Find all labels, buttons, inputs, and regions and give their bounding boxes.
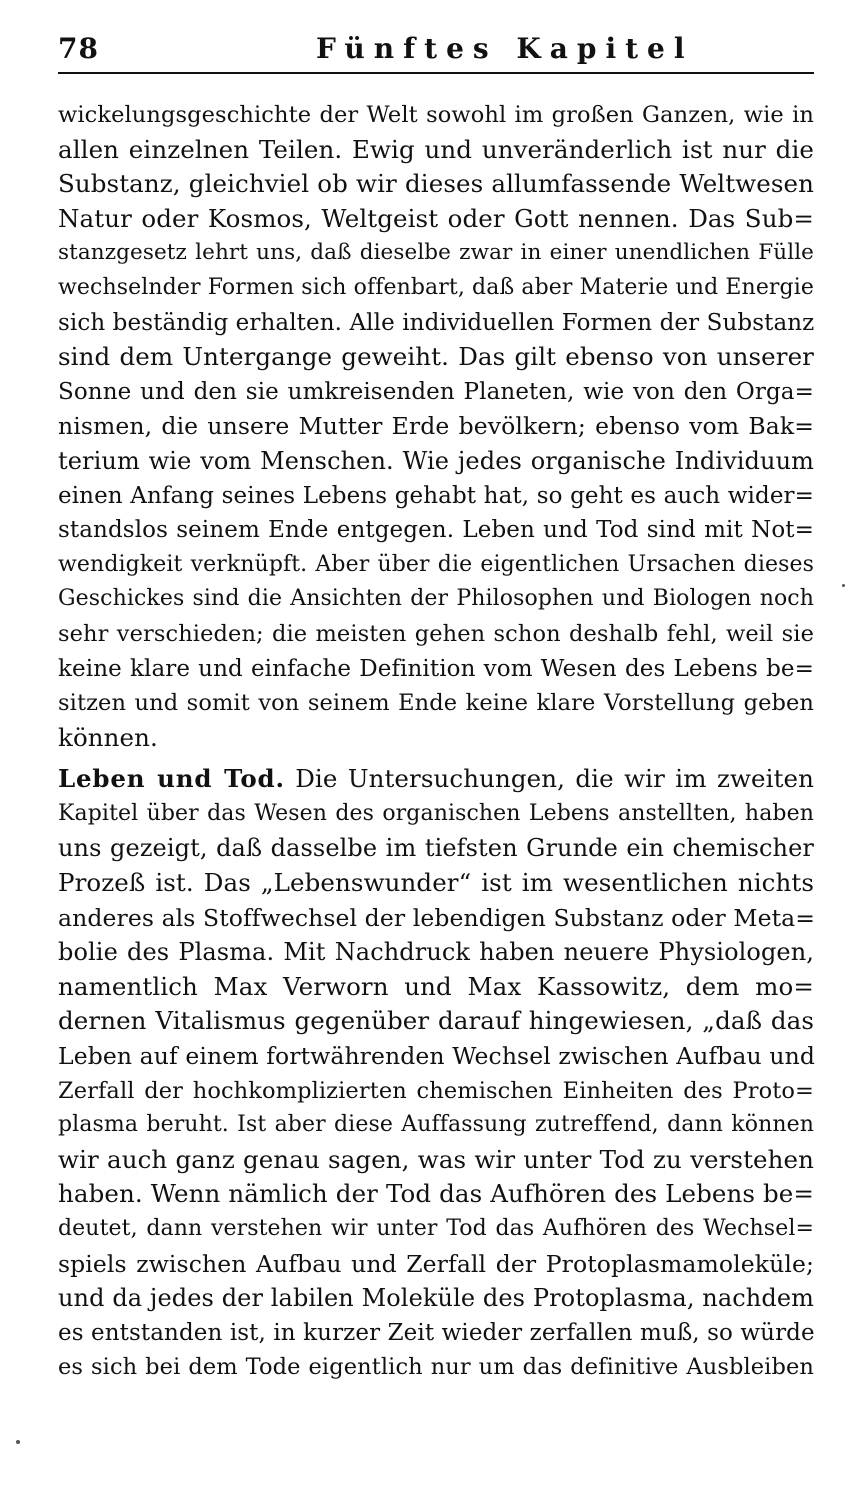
paragraph-2 bbox=[58, 762, 814, 1385]
page-number: 78 bbox=[58, 32, 99, 65]
running-head: Fünftes Kapitel bbox=[316, 32, 694, 65]
text-line: dernen Vitalismus gegenüber darauf hingewiesen, „daß das bbox=[58, 1006, 814, 1036]
paragraph-1 bbox=[58, 98, 814, 755]
text-line: einen Anfang seines Lebens gehabt hat, so geht es auch wider= bbox=[58, 482, 814, 509]
text-line: sitzen und somit von seinem Ende keine klare Vorstellung geben bbox=[58, 690, 814, 717]
print-speck bbox=[842, 584, 845, 587]
text-line: spiels zwischen Aufbau und Zerfall der Protoplasmamoleküle; bbox=[58, 1249, 814, 1278]
text-line: wendigkeit verknüpft. Aber über die eigentlichen Ursachen dieses bbox=[58, 551, 814, 577]
text-line: Natur oder Kosmos, Weltgeist oder Gott nennen. Das Sub= bbox=[58, 203, 814, 233]
text-line: deutet, dann verstehen wir unter Tod das Aufhören des Wechsel= bbox=[58, 1216, 814, 1241]
text-line: terium wie vom Menschen. Wie jedes organische Individuum bbox=[58, 446, 814, 475]
first-line-text: Die Untersuchungen, die wir im zweiten bbox=[295, 764, 814, 794]
section-heading: Leben und Tod. bbox=[58, 764, 285, 794]
text-line: sehr verschieden; die meisten gehen schon deshalb fehl, weil sie bbox=[58, 620, 814, 647]
text-line: Zerfall der hochkomplizierten chemischen Einheiten des Proto= bbox=[58, 1077, 814, 1104]
text-line: namentlich Max Verworn und Max Kassowitz, dem mo= bbox=[58, 971, 814, 1001]
text-line: uns gezeigt, daß dasselbe im tiefsten Grunde ein chemischer bbox=[58, 834, 814, 863]
print-speck bbox=[16, 1440, 20, 1444]
body-text bbox=[58, 98, 814, 1385]
text-line: anderes als Stoffwechsel der lebendigen Substanz oder Meta= bbox=[58, 903, 816, 932]
page-header bbox=[58, 28, 814, 74]
text-line: Kapitel über das Wesen des organischen Lebens anstellten, haben bbox=[58, 800, 814, 826]
text-line: wickelungsgeschichte der Welt sowohl im großen Ganzen, wie in bbox=[58, 102, 814, 128]
text-line: es sich bei dem Tode eigentlich nur um das definitive Ausbleiben bbox=[58, 1354, 814, 1381]
text-line: Leben auf einem fortwährenden Wechsel zwischen Aufbau und bbox=[58, 1042, 815, 1071]
text-line: keine klare und einfache Definition vom Wesen des Lebens be= bbox=[58, 655, 814, 682]
text-line: wir auch ganz genau sagen, was wir unter Tod zu verstehen bbox=[58, 1144, 814, 1174]
text-line: plasma beruht. Ist aber diese Auffassung zutreffend, dann können bbox=[58, 1112, 814, 1138]
text-line: nismen, die unsere Mutter Erde bevölkern; ebenso vom Bak= bbox=[58, 412, 814, 441]
text-line: allen einzelnen Teilen. Ewig und unveränderlich ist nur die bbox=[58, 134, 814, 164]
text-line: Sonne und den sie umkreisenden Planeten, wie von den Orga= bbox=[58, 378, 814, 405]
text-line: Substanz, gleichviel ob wir dieses allumfassende Weltwesen bbox=[58, 169, 814, 199]
text-line: können. bbox=[58, 722, 158, 752]
text-line: standslos seinem Ende entgegen. Leben und Tod sind mit Not= bbox=[58, 517, 814, 544]
text-line: wechselnder Formen sich offenbart, daß aber Materie und Energie bbox=[58, 274, 814, 300]
text-line: sind dem Untergange geweiht. Das gilt ebenso von unserer bbox=[58, 342, 814, 372]
text-line: stanzgesetz lehrt uns, daß dieselbe zwar in einer unendlichen Fülle bbox=[58, 240, 814, 266]
text-line: und da jedes der labilen Moleküle des Protoplasma, nachdem bbox=[58, 1284, 814, 1313]
text-line: es entstanden ist, in kurzer Zeit wieder zerfallen muß, so würde bbox=[58, 1319, 815, 1346]
text-line: Prozeß ist. Das „Lebenswunder“ ist im wesentlichen nichts bbox=[58, 868, 814, 898]
text-line: Geschickes sind die Ansichten der Philosophen und Biologen noch bbox=[58, 586, 814, 612]
paragraph-first-line bbox=[58, 762, 814, 797]
text-line: bolie des Plasma. Mit Nachdruck haben neuere Physiologen, bbox=[58, 938, 814, 967]
text-line: haben. Wenn nämlich der Tod das Aufhören des Lebens be= bbox=[58, 1179, 814, 1209]
text-line: sich beständig erhalten. Alle individuellen Formen der Substanz bbox=[58, 309, 815, 336]
